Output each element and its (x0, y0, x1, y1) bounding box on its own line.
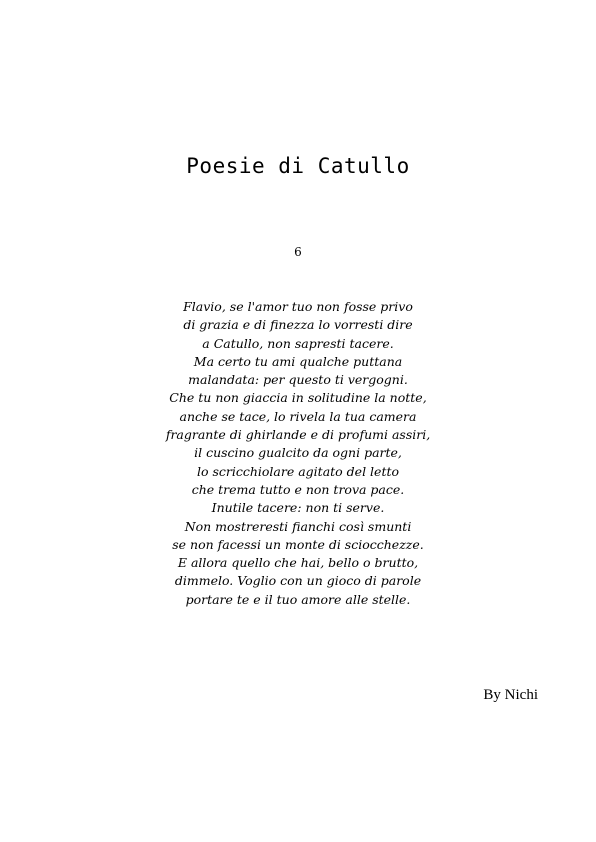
poem-line: che trema tutto e non trova pace. (191, 481, 405, 497)
poem-line: Che tu non giaccia in solitudine la notte, (169, 390, 427, 406)
poem-line: Flavio, se l'amor tuo non fosse privo (183, 299, 413, 314)
poem-line: di grazia e di finezza lo vorresti dire (183, 317, 413, 333)
poem-line: fragrante di ghirlande e di profumi assiri, (165, 427, 431, 443)
poem-line: a Catullo, non sapresti tacere. (202, 335, 394, 351)
poem-line: anche se tace, lo rivela la tua camera (179, 408, 417, 424)
poem-line: lo scricchiolare agitato del letto (196, 463, 400, 479)
page-title: Poesie di Catullo (186, 154, 410, 178)
poem-line: Inutile tacere: non ti serve. (211, 500, 385, 516)
poem-line: portare te e il tuo amore alle stelle. (185, 591, 411, 607)
poem-line: dimmelo. Voglio con un gioco di parole (174, 573, 422, 589)
poem-number: 6 (294, 245, 302, 259)
poem-line: il cuscino gualcito da ogni parte, (194, 445, 402, 461)
poem-body (0, 298, 596, 609)
poem-line: malandata: per questo ti vergogni. (188, 372, 408, 388)
poem-line: se non facessi un monte di sciocchezze. (172, 536, 424, 552)
poem-line: Ma certo tu ami qualche puttana (193, 353, 403, 369)
poem-line: Non mostreresti fianchi così smunti (184, 518, 412, 534)
author-signature: By Nichi (483, 687, 538, 703)
poem-line: E allora quello che hai, bello o brutto, (177, 555, 419, 571)
